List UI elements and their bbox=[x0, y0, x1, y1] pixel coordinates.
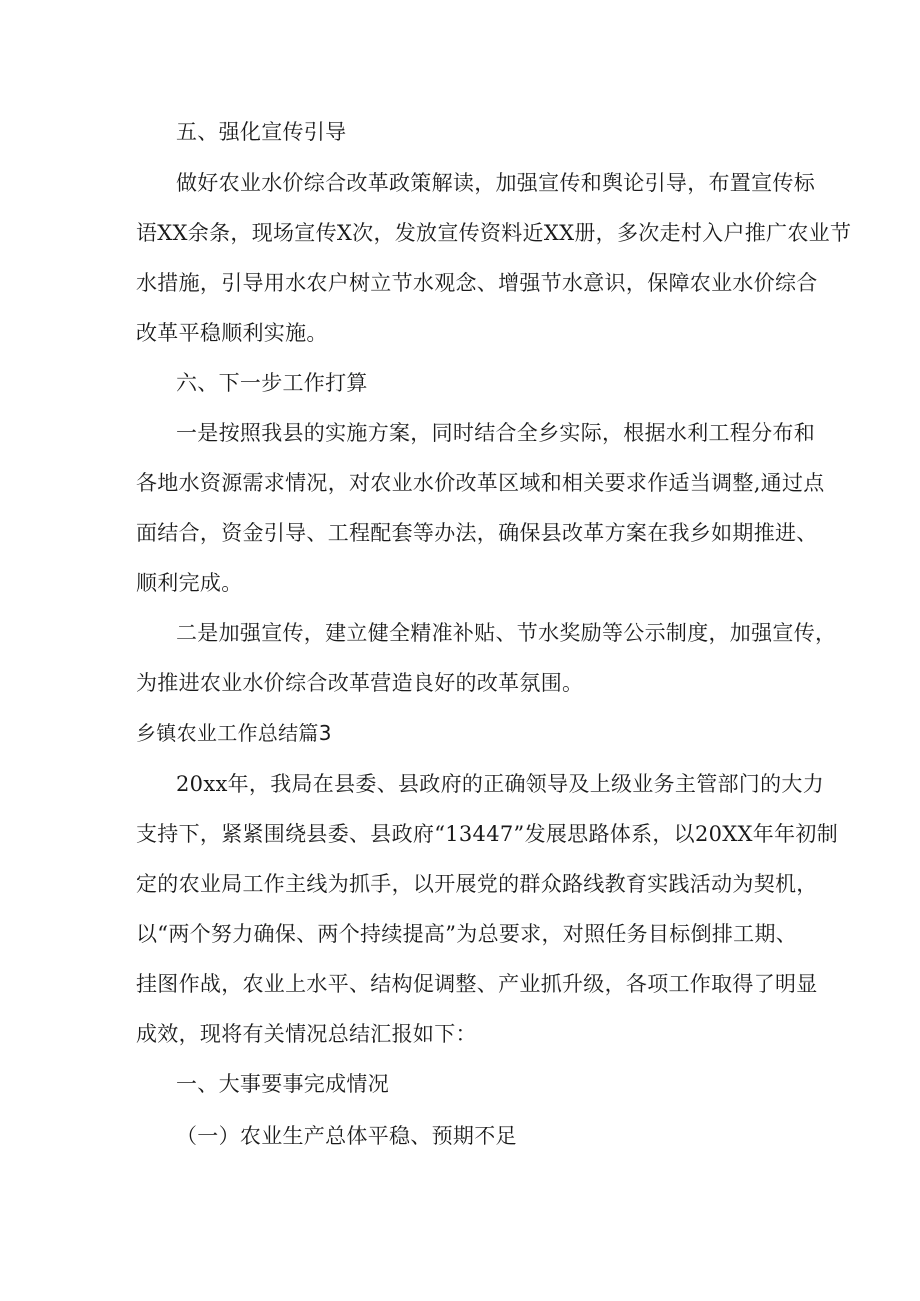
heading-section-5: 五、强化宣传引导 bbox=[176, 120, 347, 144]
paragraph-line: 水措施，引导用水农户树立节水观念、增强节水意识，保障农业水价综合 bbox=[136, 271, 818, 295]
article-title: 乡镇农业工作总结篇3 bbox=[136, 721, 332, 745]
paragraph-line: 做好农业水价综合改革政策解读，加强宣传和舆论引导，布置宣传标 bbox=[176, 171, 815, 195]
paragraph-line: 二是加强宣传，建立健全精准补贴、节水奖励等公示制度，加强宣传， bbox=[176, 621, 837, 645]
paragraph-line: 定的农业局工作主线为抓手，以开展党的群众路线教育实践活动为契机， bbox=[136, 872, 818, 896]
paragraph-line: 以“两个努力确保、两个持续提高”为总要求，对照任务目标倒排工期、 bbox=[136, 922, 798, 946]
paragraph-line: 语XX余条，现场宣传X次，发放宣传资料近XX册，多次走村入户推广农业节 bbox=[136, 221, 852, 245]
heading-section-6: 六、下一步工作打算 bbox=[176, 371, 368, 395]
paragraph-line: 支持下，紧紧围绕县委、县政府“13447”发展思路体系，以20XX年年初制 bbox=[136, 822, 838, 846]
paragraph-line: 各地水资源需求情况，对农业水价改革区域和相关要求作适当调整,通过点 bbox=[136, 471, 825, 495]
heading-section-1: 一、大事要事完成情况 bbox=[176, 1072, 389, 1096]
paragraph-line: 挂图作战，农业上水平、结构促调整、产业抓升级，各项工作取得了明显 bbox=[136, 972, 818, 996]
subheading-section-1-1: （一）农业生产总体平稳、预期不足 bbox=[176, 1124, 517, 1148]
paragraph-line: 顺利完成。 bbox=[136, 571, 243, 595]
paragraph-line: 改革平稳顺利实施。 bbox=[136, 321, 328, 345]
paragraph-line: 为推进农业水价综合改革营造良好的改革氛围。 bbox=[136, 671, 584, 695]
paragraph-line: 面结合，资金引导、工程配套等办法，确保县改革方案在我乡如期推进、 bbox=[136, 521, 818, 545]
paragraph-line: 一是按照我县的实施方案，同时结合全乡实际，根据水利工程分布和 bbox=[176, 421, 815, 445]
paragraph-line: 20xx年，我局在县委、县政府的正确领导及上级业务主管部门的大力 bbox=[176, 772, 825, 796]
paragraph-line: 成效，现将有关情况总结汇报如下： bbox=[136, 1022, 477, 1046]
